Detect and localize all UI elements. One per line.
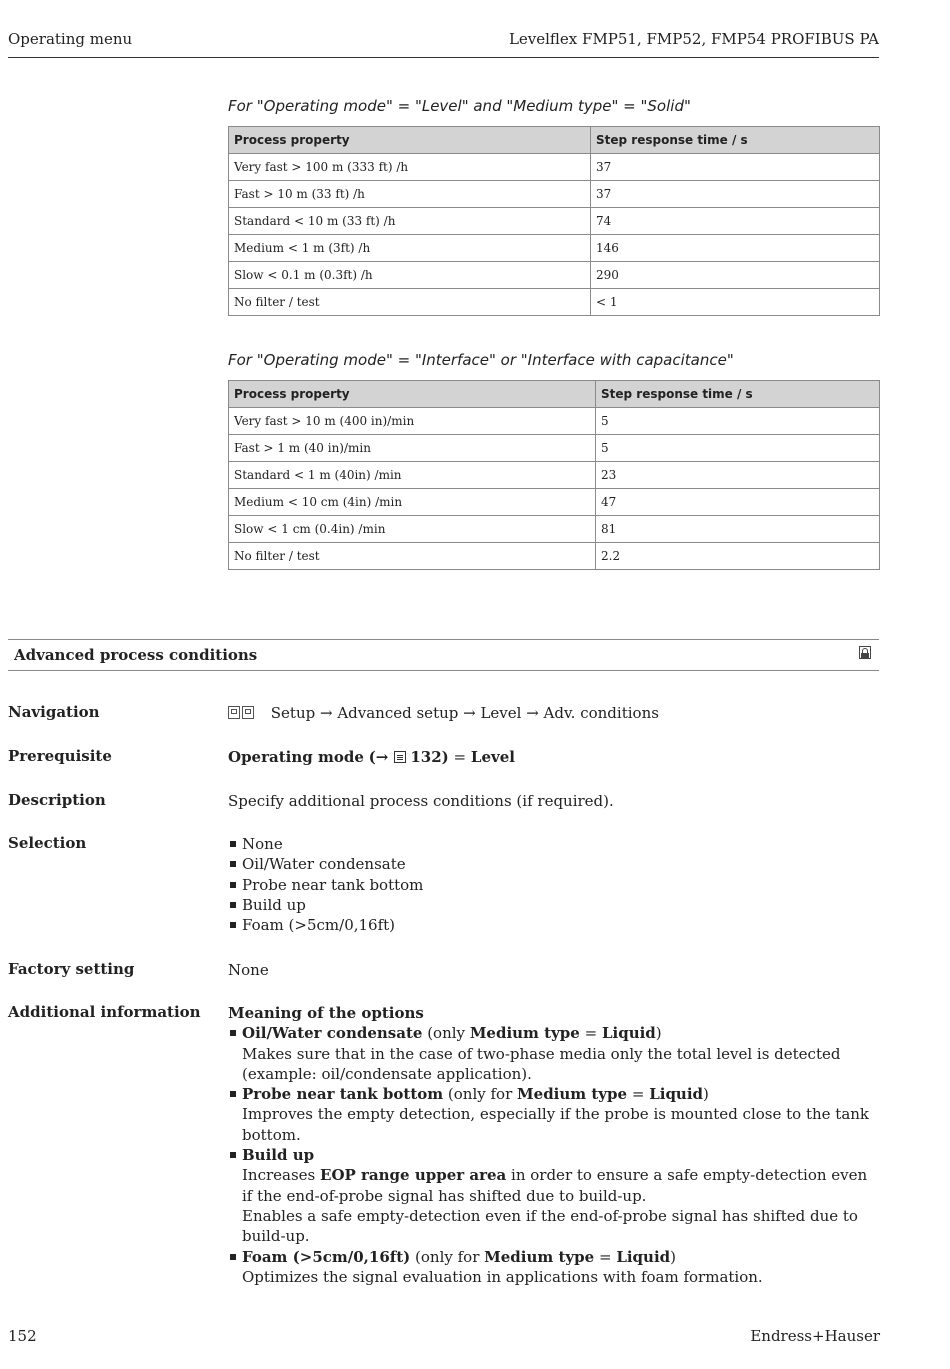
table-cell: Slow < 0.1 m (0.3ft) /h <box>229 262 591 289</box>
prerequisite-value-text: Level <box>470 748 515 766</box>
table-cell: Standard < 10 m (33 ft) /h <box>229 208 591 235</box>
table-header-row <box>229 381 880 408</box>
option-description: Improves the empty detection, especially if the probe is mounted close to the tank bottom. <box>242 1105 870 1144</box>
header-section-title: Operating menu <box>8 30 133 48</box>
table-cell: 47 <box>596 489 880 516</box>
list-item: None <box>228 834 880 854</box>
option-description: Optimizes the signal evaluation in applications with foam formation. <box>242 1267 763 1286</box>
table1-caption: For "Operating mode" = "Level" and "Medium type" = "Solid" <box>228 97 691 115</box>
list-item: Oil/Water condensate <box>228 854 880 874</box>
table-row <box>229 154 880 181</box>
table-cell: 37 <box>591 181 880 208</box>
table2-caption: For "Operating mode" = "Interface" or "Interface with capacitance" <box>228 351 734 369</box>
table-cell: Fast > 1 m (40 in)/min <box>229 435 596 462</box>
description-text: Specify additional process conditions (if required). <box>228 792 614 810</box>
prerequisite-param: Operating mode <box>228 748 364 766</box>
table-cell: Standard < 1 m (40in) /min <box>229 462 596 489</box>
options-heading: Meaning of the options <box>228 1004 424 1022</box>
column-header: Step response time / s <box>596 381 880 408</box>
table-cell: Fast > 10 m (33 ft) /h <box>229 181 591 208</box>
factory-setting-label: Factory setting <box>8 960 135 978</box>
table-cell: 2.2 <box>596 543 880 570</box>
list-item: Probe near tank bottom <box>228 875 880 895</box>
additional-info <box>228 1003 880 1287</box>
option-probe-near-bottom: Probe near tank bottom (only for Medium type = Liquid) Improves the empty detection, especially if the probe is mounted close to the tank bottom. <box>228 1084 880 1145</box>
option-foam: Foam (>5cm/0,16ft) (only for Medium type = Liquid) Optimizes the signal evaluation in applications with foam formation. <box>228 1247 880 1288</box>
table1 <box>228 126 880 316</box>
option-oil-water: Oil/Water condensate (only Medium type = Liquid) Makes sure that in the case of two-phase media only the total level is detected (example: oil/condensate application). <box>228 1023 880 1084</box>
navigation-label: Navigation <box>8 703 100 721</box>
operating-tool-icon <box>242 706 254 719</box>
table-row <box>229 289 880 316</box>
table-cell: Slow < 1 cm (0.4in) /min <box>229 516 596 543</box>
option-build-up: Build up Increases EOP range upper area in order to ensure a safe empty-detection even if the end-of-probe signal has shifted due to build-up. Enables a safe empty-detection even if the end-of-probe signal has shifted due to build-up. <box>228 1145 880 1246</box>
additional-info-label: Additional information <box>8 1003 201 1021</box>
prerequisite-equals: = <box>453 748 467 766</box>
table-cell: Very fast > 10 m (400 in)/min <box>229 408 596 435</box>
table-row <box>229 181 880 208</box>
list-item: Foam (>5cm/0,16ft) <box>228 915 880 935</box>
table-cell: 5 <box>596 435 880 462</box>
table-cell: Very fast > 100 m (333 ft) /h <box>229 154 591 181</box>
table-header-row <box>229 127 880 154</box>
table-cell: Medium < 10 cm (4in) /min <box>229 489 596 516</box>
selection-label: Selection <box>8 834 87 852</box>
page-header <box>8 30 879 58</box>
section-header <box>8 639 879 671</box>
section-title: Advanced process conditions <box>14 646 258 664</box>
table-row <box>229 262 880 289</box>
table-row <box>229 516 880 543</box>
table-row <box>229 489 880 516</box>
table-row <box>229 235 880 262</box>
factory-setting-value: None <box>228 961 269 979</box>
prerequisite-label: Prerequisite <box>8 747 112 765</box>
prerequisite-value <box>228 747 880 767</box>
prerequisite-page-link[interactable]: 132) <box>410 748 449 766</box>
list-item: Build up <box>228 895 880 915</box>
option-description: Makes sure that in the case of two-phase media only the total level is detected (example: oil/condensate application). <box>242 1044 841 1083</box>
option-description: Enables a safe empty-detection even if the end-of-probe signal has shifted due to build-up. <box>242 1206 858 1246</box>
table-cell: 37 <box>591 154 880 181</box>
table-row <box>229 462 880 489</box>
page-reference-icon <box>394 751 406 763</box>
description-label: Description <box>8 791 106 809</box>
option-description: Increases EOP range upper area in order to ensure a safe empty-detection even if the end-of-probe signal has shifted due to build-up. <box>242 1166 868 1205</box>
navigation-path: Setup → Advanced setup → Level → Adv. conditions <box>270 704 659 722</box>
table-cell: 290 <box>591 262 880 289</box>
table-cell: Medium < 1 m (3ft) /h <box>229 235 591 262</box>
prerequisite-open: (→ <box>368 748 389 766</box>
display-menu-icon <box>228 706 240 719</box>
column-header: Process property <box>229 127 591 154</box>
table-cell: 81 <box>596 516 880 543</box>
lock-icon <box>859 646 871 659</box>
table2 <box>228 380 880 570</box>
column-header: Process property <box>229 381 596 408</box>
navigation-value <box>228 703 880 723</box>
table-cell: No filter / test <box>229 289 591 316</box>
table-cell: 74 <box>591 208 880 235</box>
page-number: 152 <box>8 1327 37 1345</box>
brand-name: Endress+Hauser <box>750 1327 880 1345</box>
table-row <box>229 408 880 435</box>
table-cell: 146 <box>591 235 880 262</box>
table-cell: 5 <box>596 408 880 435</box>
header-product-title: Levelflex FMP51, FMP52, FMP54 PROFIBUS PA <box>508 30 879 48</box>
table-row <box>229 208 880 235</box>
column-header: Step response time / s <box>591 127 880 154</box>
table-row <box>229 543 880 570</box>
selection-list <box>228 834 880 935</box>
table-cell: 23 <box>596 462 880 489</box>
table-row <box>229 435 880 462</box>
table-cell: < 1 <box>591 289 880 316</box>
table-cell: No filter / test <box>229 543 596 570</box>
